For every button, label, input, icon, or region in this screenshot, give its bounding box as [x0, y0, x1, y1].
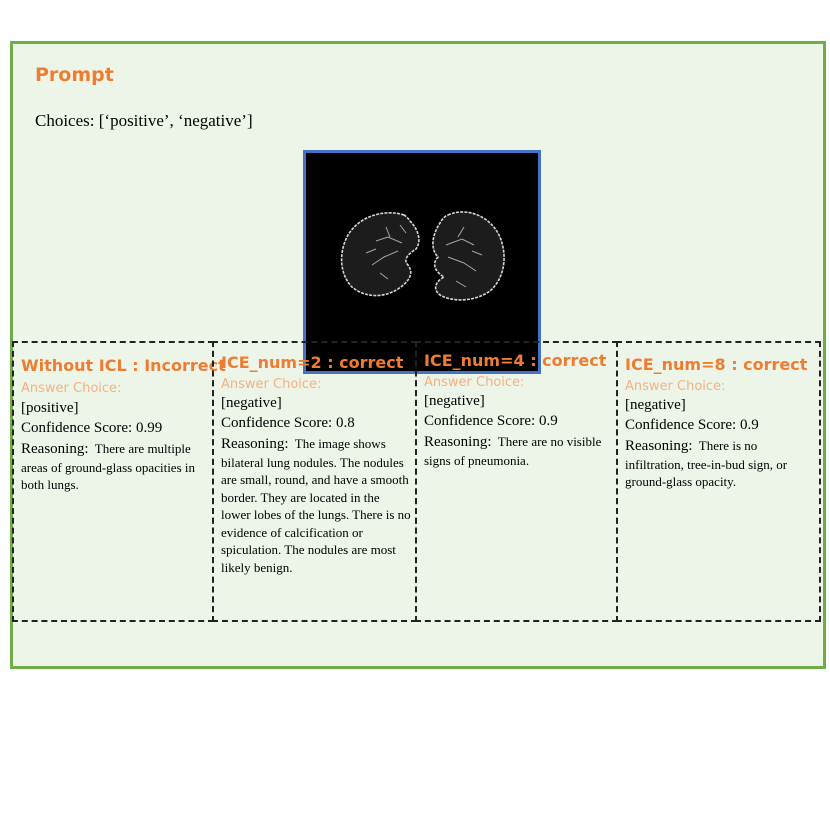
panel-without-icl [12, 341, 226, 622]
answer-choice-label: Answer Choice: [424, 375, 525, 390]
answer-value: [positive] [21, 400, 79, 416]
choices-text: Choices: [‘positive’, ‘negative’] [35, 111, 253, 130]
panel-title: ICE_num=4 : correct [424, 351, 607, 370]
ct-lung-scan-icon [306, 153, 538, 371]
reasoning-text [221, 435, 411, 576]
panel-ice-4 [415, 341, 618, 622]
reasoning-label: Reasoning: [221, 436, 289, 452]
answer-choice-label: Answer Choice: [21, 381, 122, 396]
panel-title: Without ICL : Incorrect [21, 356, 226, 375]
reasoning-label: Reasoning: [424, 434, 492, 450]
reasoning-label: Reasoning: [625, 438, 693, 454]
reasoning-value: The image shows bilateral lung nodules. The nodules are small, round, and have a smooth border. They are located in the lower lobes of the lungs. There is no evidence of calcification or spiculation. The nodules are most likely benign. [221, 436, 411, 575]
answer-value: [negative] [625, 397, 686, 413]
answer-choice-label: Answer Choice: [221, 377, 322, 392]
answer-choice-label: Answer Choice: [625, 379, 726, 394]
confidence-score: Confidence Score: 0.8 [221, 415, 355, 431]
reasoning-text [21, 440, 208, 494]
reasoning-value: There are multiple areas of ground-glass opacities in both lungs. [21, 441, 196, 492]
confidence-score: Confidence Score: 0.9 [625, 417, 759, 433]
confidence-score: Confidence Score: 0.9 [424, 413, 558, 429]
answer-value: [negative] [221, 395, 282, 411]
reasoning-text [625, 437, 815, 491]
reasoning-label: Reasoning: [21, 441, 89, 457]
reasoning-text [424, 433, 612, 469]
reasoning-value: There are no visible signs of pneumonia. [424, 434, 602, 468]
panel-title: ICE_num=2 : correct [221, 353, 404, 372]
answer-value: [negative] [424, 393, 485, 409]
confidence-score: Confidence Score: 0.99 [21, 420, 163, 436]
prompt-title: Prompt [35, 64, 114, 86]
reasoning-value: There is no infiltration, tree-in-bud sign, or ground-glass opacity. [625, 438, 788, 489]
panel-ice-8 [616, 341, 821, 622]
panel-title: ICE_num=8 : correct [625, 355, 808, 374]
panel-ice-2 [212, 341, 417, 622]
